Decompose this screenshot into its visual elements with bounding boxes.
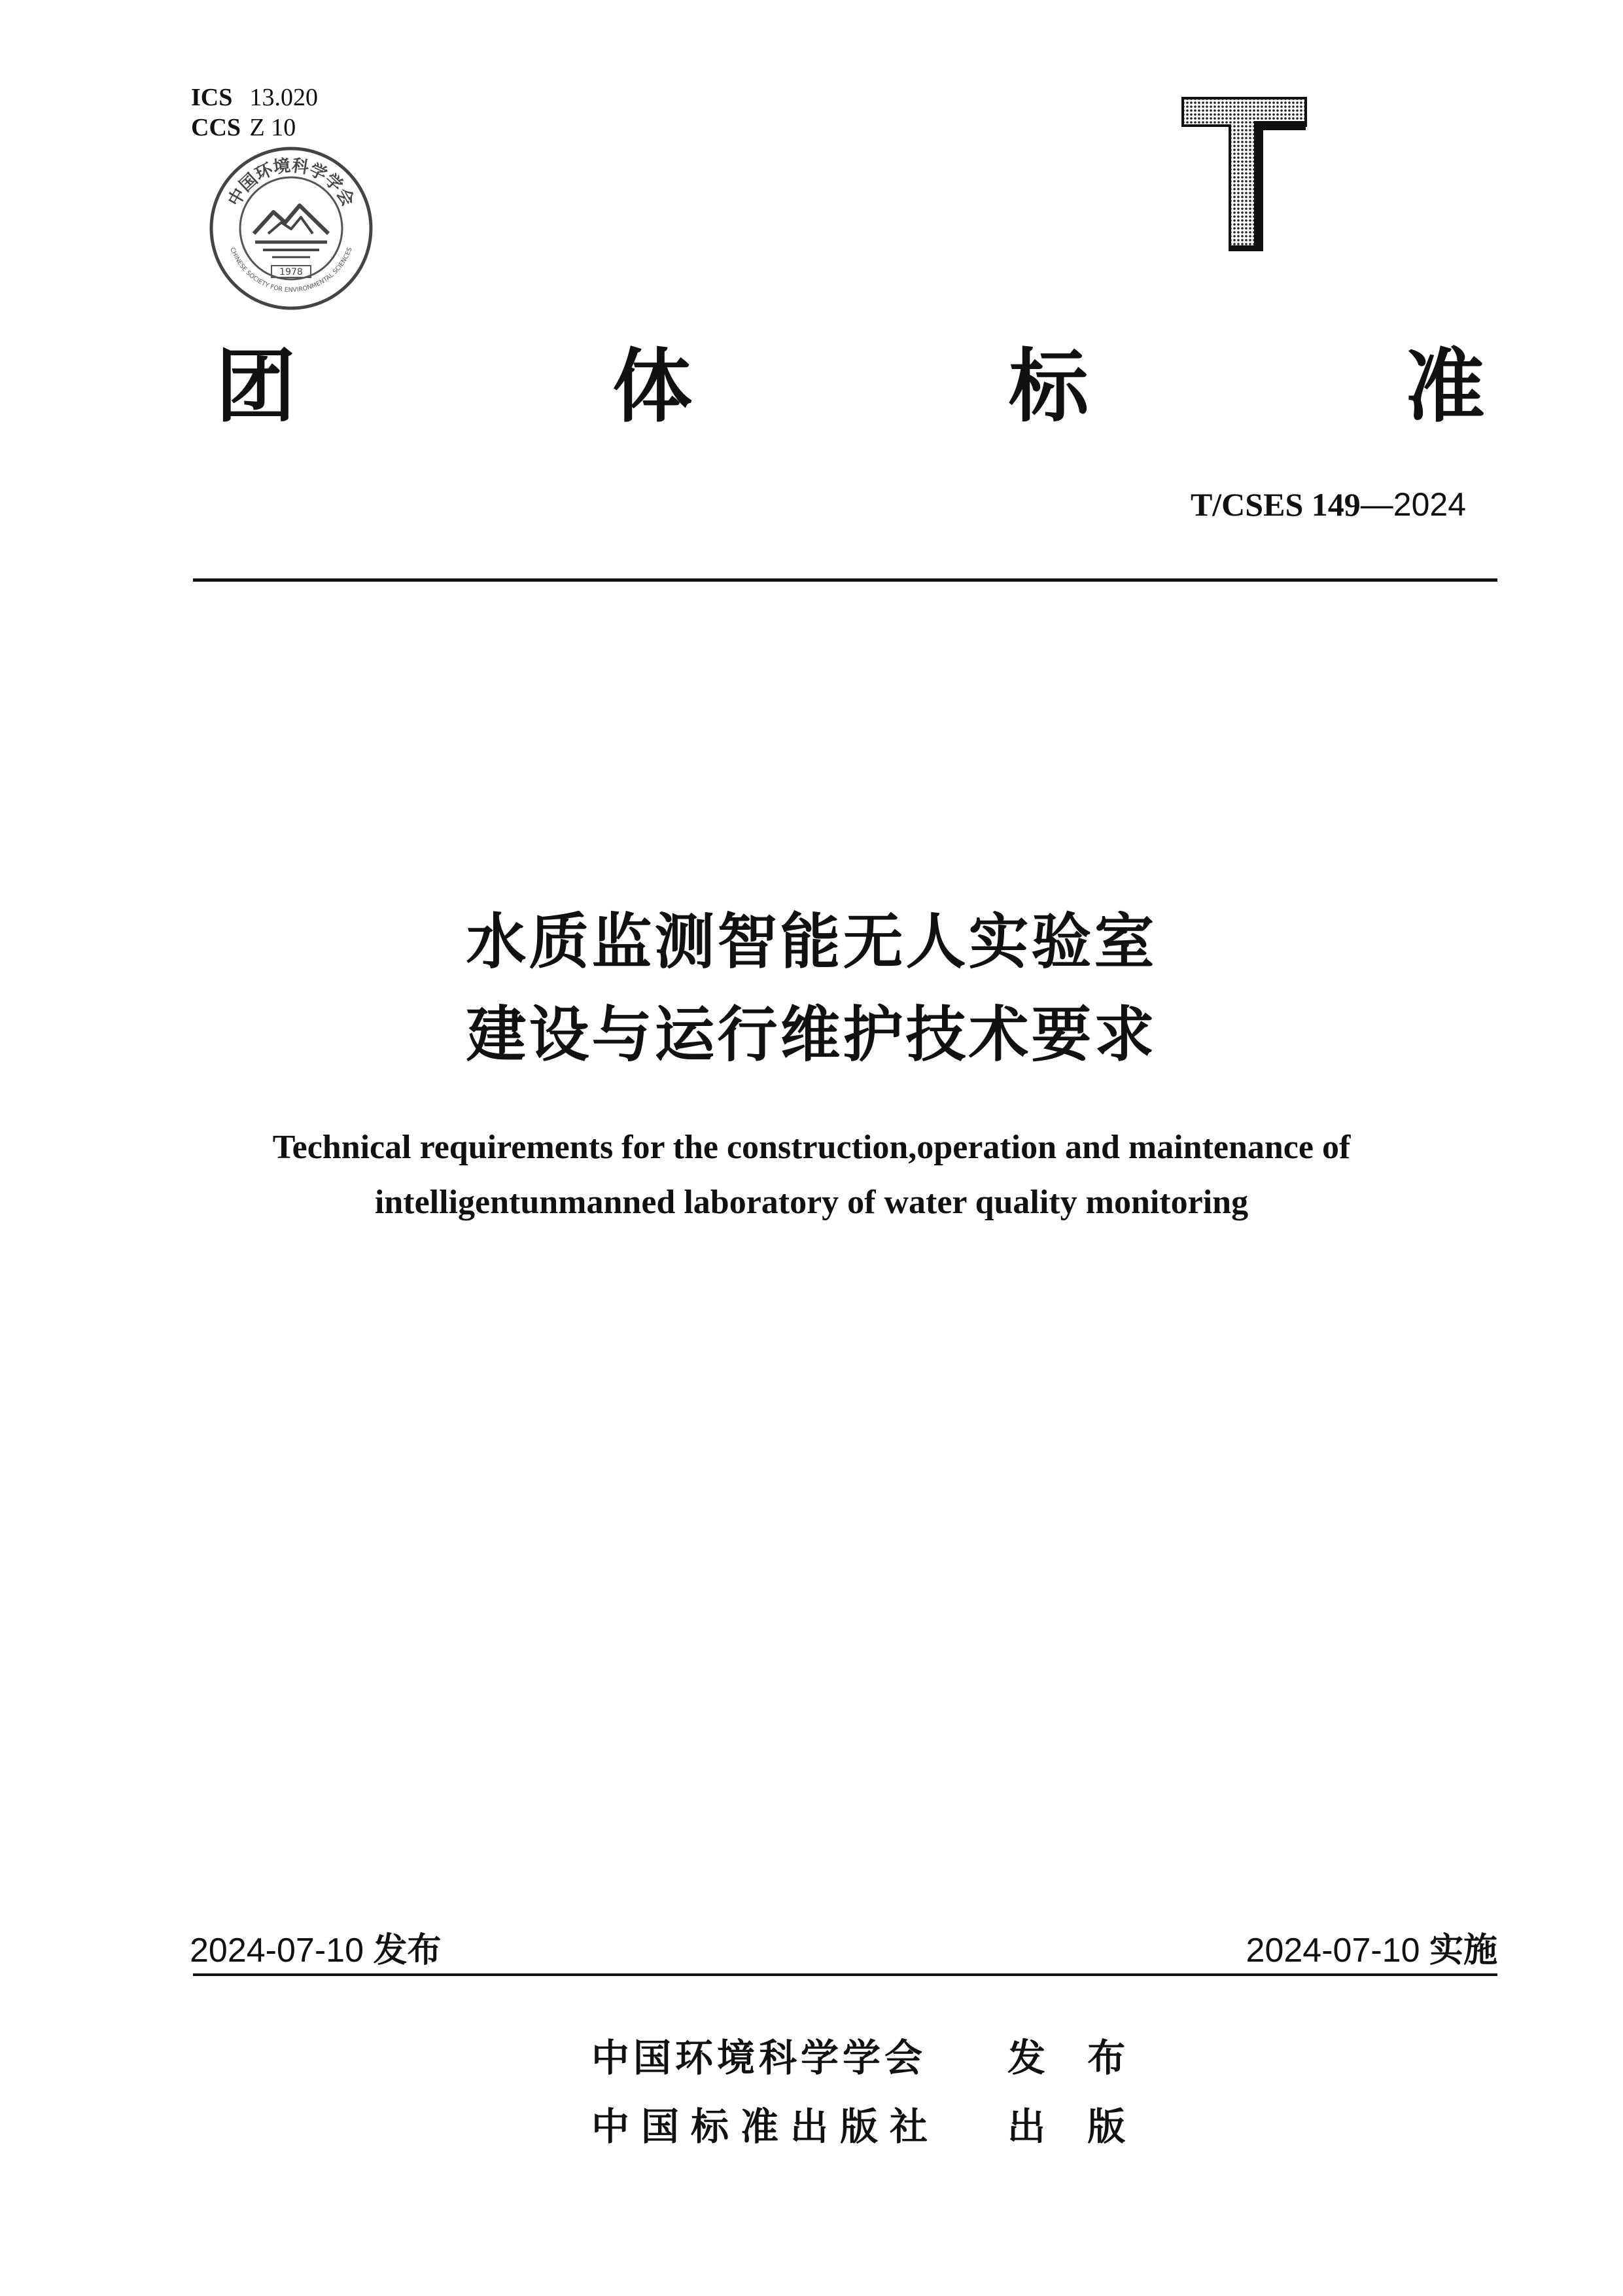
footer-divider — [193, 1973, 1497, 1976]
society-seal-logo — [208, 145, 374, 311]
header-divider — [193, 578, 1497, 582]
issuer-role: 发 布 — [1007, 2036, 1140, 2080]
title-en-line-1: Technical requirements for the construction,operation and maintenance of — [272, 1129, 1351, 1166]
issue-date-label: 发布 — [373, 1931, 442, 1970]
issuer-name: 中国环境科学学会 — [591, 2036, 927, 2080]
seal-name-cn: 中国环境科学学会 — [224, 156, 358, 210]
ccs-value: Z 10 — [249, 114, 296, 141]
implementation-date-label: 实施 — [1429, 1931, 1497, 1970]
publisher-name: 中国标准出版社 — [591, 2104, 940, 2149]
publisher-role: 出 版 — [1007, 2104, 1140, 2149]
issue-date-value: 2024-07-10 — [190, 1932, 364, 1969]
title-cn-line-2: 建设与运行维护技术要求 — [466, 1000, 1157, 1070]
standard-type-char-4: 准 — [1405, 340, 1485, 433]
ccs-label: CCS — [191, 114, 241, 141]
implementation-date-value: 2024-07-10 — [1246, 1932, 1420, 1969]
ics-code — [191, 82, 318, 113]
standard-type-char-3: 标 — [1009, 340, 1089, 433]
ccs-code — [191, 113, 318, 143]
seal-name-en: CHINESE SOCIETY FOR ENVIRONMENTAL SCIENCES — [228, 246, 354, 294]
classification-codes — [191, 82, 318, 143]
standard-number-year: 2024 — [1393, 486, 1466, 523]
title-en-line-2: intelligentunmanned laboratory of water quality monitoring — [374, 1184, 1249, 1221]
seal-year: 1978 — [279, 267, 303, 277]
title-cn-line-1: 水质监测智能无人实验室 — [466, 907, 1157, 977]
standard-type-letter-t — [1181, 97, 1307, 251]
standard-number-dash: — — [1360, 486, 1393, 523]
issue-date — [190, 1922, 441, 1971]
ics-label: ICS — [191, 84, 233, 111]
implementation-date — [1246, 1922, 1497, 1971]
svg-text:T: T — [1242, 183, 1247, 190]
standard-type-char-2: 体 — [612, 340, 692, 433]
standard-number-prefix: T/CSES 149 — [1190, 486, 1361, 523]
standard-number — [1191, 486, 1466, 523]
standard-type-heading — [216, 330, 1485, 433]
standard-type-char-1: 团 — [216, 340, 296, 433]
ics-value: 13.020 — [249, 84, 318, 111]
